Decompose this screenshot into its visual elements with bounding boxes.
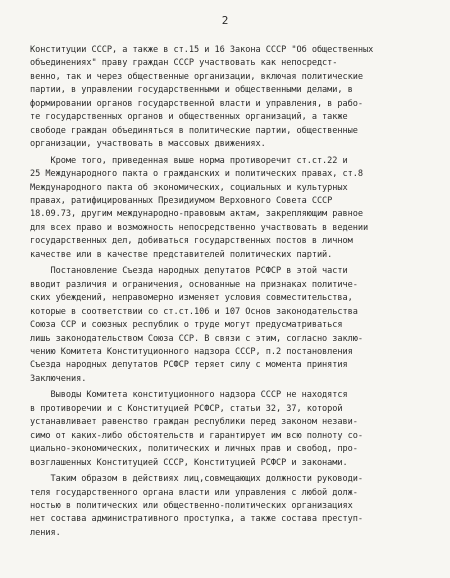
text-line: ления.: [30, 527, 61, 538]
text-line: свободе граждан объединяться в политические партии, общественные: [30, 125, 358, 136]
text-line: устанавливает равенство граждан республики перед законом незави-: [30, 417, 358, 428]
text-line: вводит различия и ограничения, основанные на признаках политиче-: [30, 279, 358, 290]
text-line: лишь законодательством Союза ССР. В связи с этим, согласно заклю-: [30, 333, 364, 344]
text-line: Таким образом в действиях лиц,совмещающих должности руководи-: [30, 474, 364, 485]
text-line: Кроме того, приведенная выше норма противоречит ст.ст.22 и: [30, 155, 348, 166]
paragraph: [30, 389, 440, 470]
text-line: партии, в управлении государственными и общественными делами, в: [30, 85, 353, 96]
text-line: теля государственного органа власти или управления с любой долж-: [30, 487, 358, 498]
text-line: правах, ратифицированных Президиумом Верховного Совета СССР: [30, 195, 333, 206]
text-line: для всех право и возможность непосредственно участвовать в ведении: [30, 222, 369, 233]
paragraph: [30, 155, 440, 263]
text-line: Заключения.: [30, 373, 87, 384]
text-line: объединениях" праву граждан СССР участвовать как непосредст-: [30, 58, 338, 69]
text-line: те государственных органов и общественных организаций, а также: [30, 112, 348, 123]
text-line: чению Комитета Конституционного надзора СССР, п.2 постановления: [30, 346, 353, 357]
text-line: Конституции СССР, а также в ст.15 и 16 Закона СССР "Об общественных: [30, 45, 374, 55]
text-line: Постановление Съезда народных депутатов РСФСР в этой части: [30, 266, 348, 277]
text-line: которые в соответствии со ст.ст.106 и 107 Основ законодательства: [30, 306, 358, 317]
text-line: 25 Международного пакта о гражданских и политических правах, ст.8: [30, 169, 364, 180]
text-line: циально-экономических, политических и личных прав и свобод, про-: [30, 444, 358, 455]
text-line: качестве или в качестве представителей политических партий.: [30, 249, 333, 260]
text-line: ских убеждений, неправомерно изменяет условия совместительства,: [30, 293, 353, 304]
text-line: возглашенных Конституцией СССР, Конституцией РСФСР и законами.: [30, 457, 348, 468]
paragraph: [30, 265, 440, 386]
text-line: нет состава административного проступка, а также состава преступ-: [30, 514, 364, 525]
text-line: венно, так и через общественные организации, включая политические: [30, 71, 364, 82]
paragraph: [30, 473, 440, 540]
text-line: Союза ССР и союзных республик о труде могут предусматриваться: [30, 320, 343, 331]
paragraph: [30, 44, 440, 152]
text-line: в противоречии и с Конституцией РСФСР, статьи 32, 37, которой: [30, 403, 343, 414]
text-line: государственных дел, добиваться государственных постов в личном: [30, 236, 353, 247]
text-line: 18.09.73, другим международно-правовым актам, закрепляющим равное: [30, 209, 364, 220]
document-body: [30, 44, 440, 540]
text-line: Съезда народных депутатов РСФСР теряет силу с момента принятия: [30, 360, 348, 371]
text-line: Международного пакта об экономических, социальных и культурных: [30, 182, 348, 193]
text-line: ностью в политических или общественно-политических организациях: [30, 500, 353, 511]
text-line: формировании органов государственной власти и управления, в рабо-: [30, 98, 364, 109]
page-number: 2: [221, 14, 229, 27]
text-line: симо от каких-либо обстоятельств и гарантирует им всю полноту со-: [30, 430, 364, 441]
text-line: Выводы Комитета конституционного надзора СССР не находятся: [30, 390, 348, 401]
text-line: организации, участвовать в массовых движениях.: [30, 139, 266, 150]
